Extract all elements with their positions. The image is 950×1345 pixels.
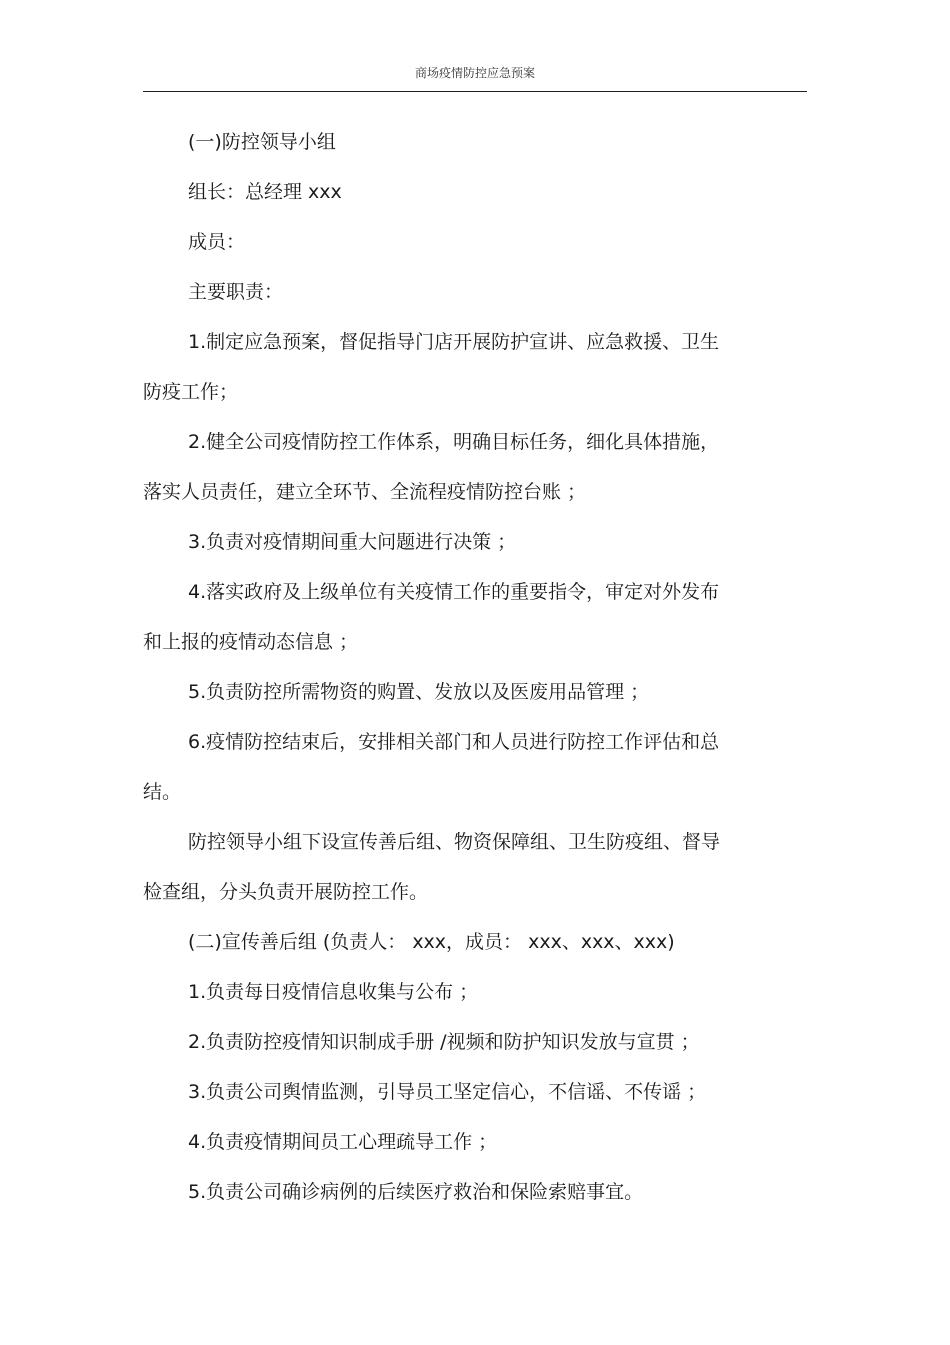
duty-item-6-line-2: 结。: [143, 781, 182, 803]
section-heading-leadership-group: (一)防控领导小组: [188, 131, 336, 153]
duty-item-3: 3.负责对疫情期间重大问题进行决策 ；: [188, 531, 517, 553]
header-divider: [143, 91, 807, 92]
duty-item-4-line-2: 和上报的疫情动态信息 ；: [143, 631, 359, 653]
publicity-item-4: 4.负责疫情期间员工心理疏导工作 ；: [188, 1131, 498, 1153]
duty-item-2-line-1: 2.健全公司疫情防控工作体系，明确目标任务，细化具体措施，: [188, 431, 720, 453]
paragraph-subgroups-line-2: 检查组，分头负责开展防控工作。: [143, 881, 429, 903]
duty-item-6-line-1: 6.疫情防控结束后，安排相关部门和人员进行防控工作评估和总: [188, 731, 720, 753]
page-header-title: 商场疫情防控应急预案: [414, 66, 535, 80]
duty-item-5: 5.负责防控所需物资的购置、发放以及医废用品管理 ；: [188, 681, 650, 703]
duty-item-4-line-1: 4.落实政府及上级单位有关疫情工作的重要指令，审定对外发布: [188, 581, 720, 603]
publicity-item-3: 3.负责公司舆情监测，引导员工坚定信心，不信谣、不传谣 ；: [188, 1081, 707, 1103]
paragraph-subgroups-line-1: 防控领导小组下设宣传善后组、物资保障组、卫生防疫组、督导: [188, 831, 721, 853]
section-heading-publicity-group: (二)宣传善后组 (负责人： xxx，成员： xxx、xxx、xxx): [188, 931, 675, 953]
publicity-item-1: 1.负责每日疫情信息收集与公布 ；: [188, 981, 479, 1003]
paragraph-main-duties-label: 主要职责：: [188, 281, 284, 303]
publicity-item-5: 5.负责公司确诊病例的后续医疗救治和保险索赔事宜。: [188, 1181, 644, 1203]
duty-item-1-line-2: 防疫工作；: [143, 381, 239, 403]
publicity-item-2: 2.负责防控疫情知识制成手册 /视频和防护知识发放与宣贯 ；: [188, 1031, 700, 1053]
paragraph-members: 成员：: [188, 231, 246, 253]
paragraph-team-leader: 组长：总经理 xxx: [188, 181, 342, 203]
duty-item-2-line-2: 落实人员责任，建立全环节、全流程疫情防控台账 ；: [143, 481, 587, 503]
duty-item-1-line-1: 1.制定应急预案，督促指导门店开展防护宣讲、应急救援、卫生: [188, 331, 720, 353]
